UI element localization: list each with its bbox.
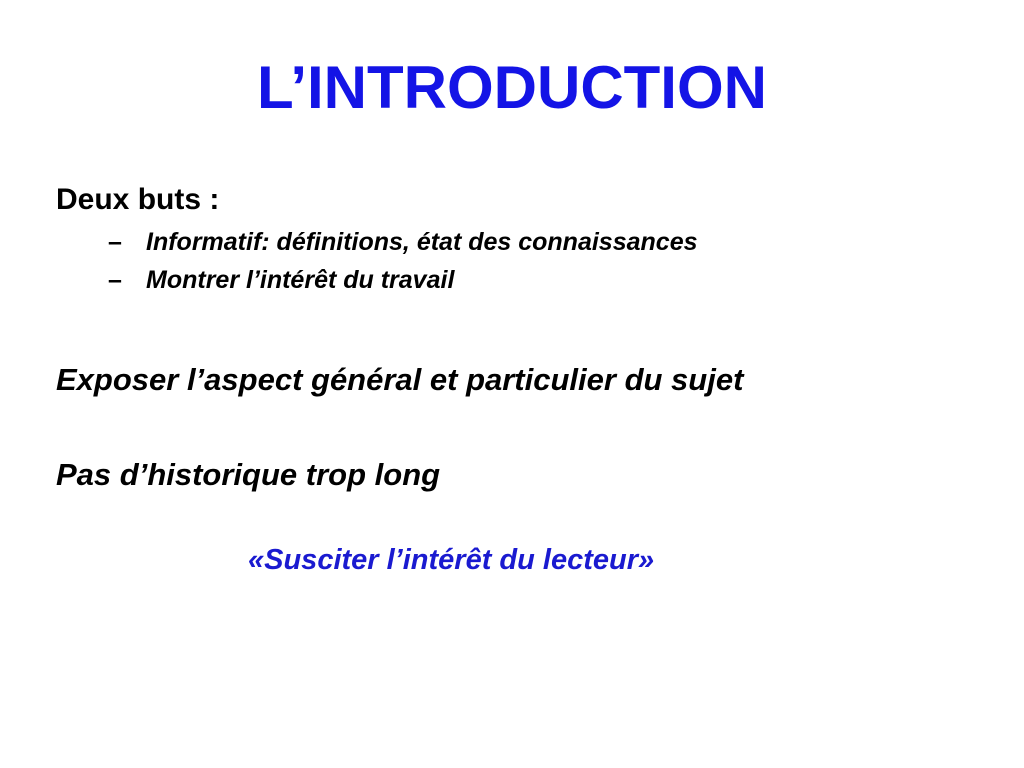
dash-marker-icon: – (108, 265, 122, 294)
spacer (56, 299, 976, 361)
paragraph-historical: Pas d’historique trop long (56, 457, 441, 493)
spacer (56, 398, 976, 456)
list-item (56, 262, 976, 300)
page-title: L’INTRODUCTION (257, 54, 767, 121)
spacer (56, 493, 976, 543)
list-item-label: Informatif: définitions, état des connaissances (146, 228, 698, 256)
lead-text: Deux buts : (56, 183, 220, 216)
quote-text: «Susciter l’intérêt du lecteur» (248, 544, 655, 577)
dash-marker-icon: – (108, 228, 122, 256)
slide-body (56, 182, 976, 578)
list-item (56, 224, 976, 262)
list-item-label: Montrer l’intérêt du travail (146, 265, 455, 294)
bullet-list (56, 224, 976, 299)
paragraph-general-aspect: Exposer l’aspect général et particulier du sujet (56, 362, 744, 397)
